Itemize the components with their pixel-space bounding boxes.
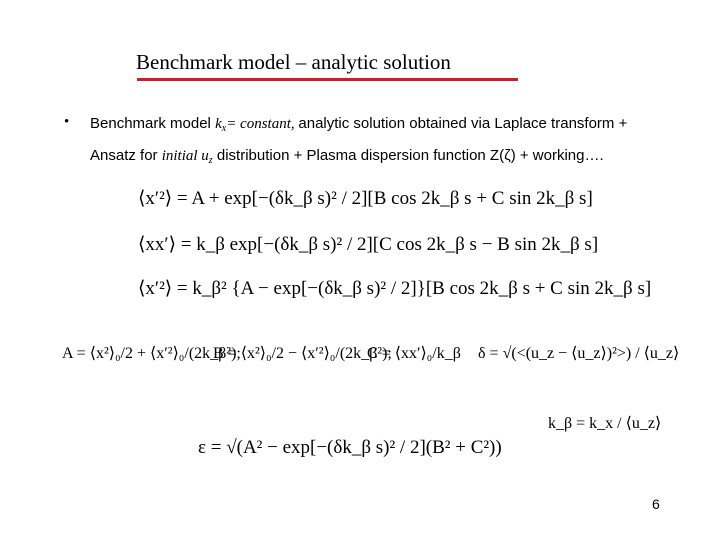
equation-3: ⟨x′²⟩ = k_β² {A − exp[−(δk_β s)² / 2]}[B cos 2k_β s + C sin 2k_β s]	[138, 278, 652, 299]
page-number: 6	[652, 496, 660, 512]
equation-b: B = ⟨x²⟩₀/2 − ⟨x′²⟩₀/(2k_β²);	[213, 345, 392, 362]
line1-var: k	[215, 116, 222, 132]
line2-sub: z	[208, 155, 213, 166]
equation-2: ⟨xx′⟩ = k_β exp[−(δk_β s)² / 2][C cos 2k_β s − B sin 2k_β s]	[138, 234, 599, 255]
bullet-line-2	[90, 147, 604, 166]
equation-c: C = ⟨xx′⟩₀/k_β	[367, 345, 461, 362]
line2-text-a: Ansatz for	[90, 147, 162, 164]
equation-k-beta: k_β = k_x / ⟨u_z⟩	[548, 415, 662, 432]
line2-italic: initial u	[161, 148, 209, 164]
line1-text-a: Benchmark model	[90, 115, 216, 132]
line2-text-b: distribution + Plasma dispersion function Z(ζ) + working….	[212, 147, 604, 164]
title-underline	[137, 78, 518, 81]
equation-a: A = ⟨x²⟩₀/2 + ⟨x′²⟩₀/(2k_β²);	[62, 345, 241, 362]
line1-text-b: analytic solution obtained via Laplace transform +	[298, 115, 628, 132]
equation-1: ⟨x′²⟩ = A + exp[−(δk_β s)² / 2][B cos 2k_β s + C sin 2k_β s]	[138, 188, 593, 209]
bullet-icon: •	[64, 114, 70, 130]
slide-title: Benchmark model – analytic solution	[136, 50, 451, 74]
equation-delta: δ = √(<(u_z − ⟨u_z⟩)²>) / ⟨u_z⟩	[478, 345, 680, 362]
line1-sub: x	[221, 123, 227, 134]
equation-epsilon: ε = √(A² − exp[−(δk_β s)² / 2](B² + C²))	[198, 437, 502, 458]
bullet-line-1	[90, 115, 627, 134]
line1-eq: = constant,	[226, 116, 299, 132]
